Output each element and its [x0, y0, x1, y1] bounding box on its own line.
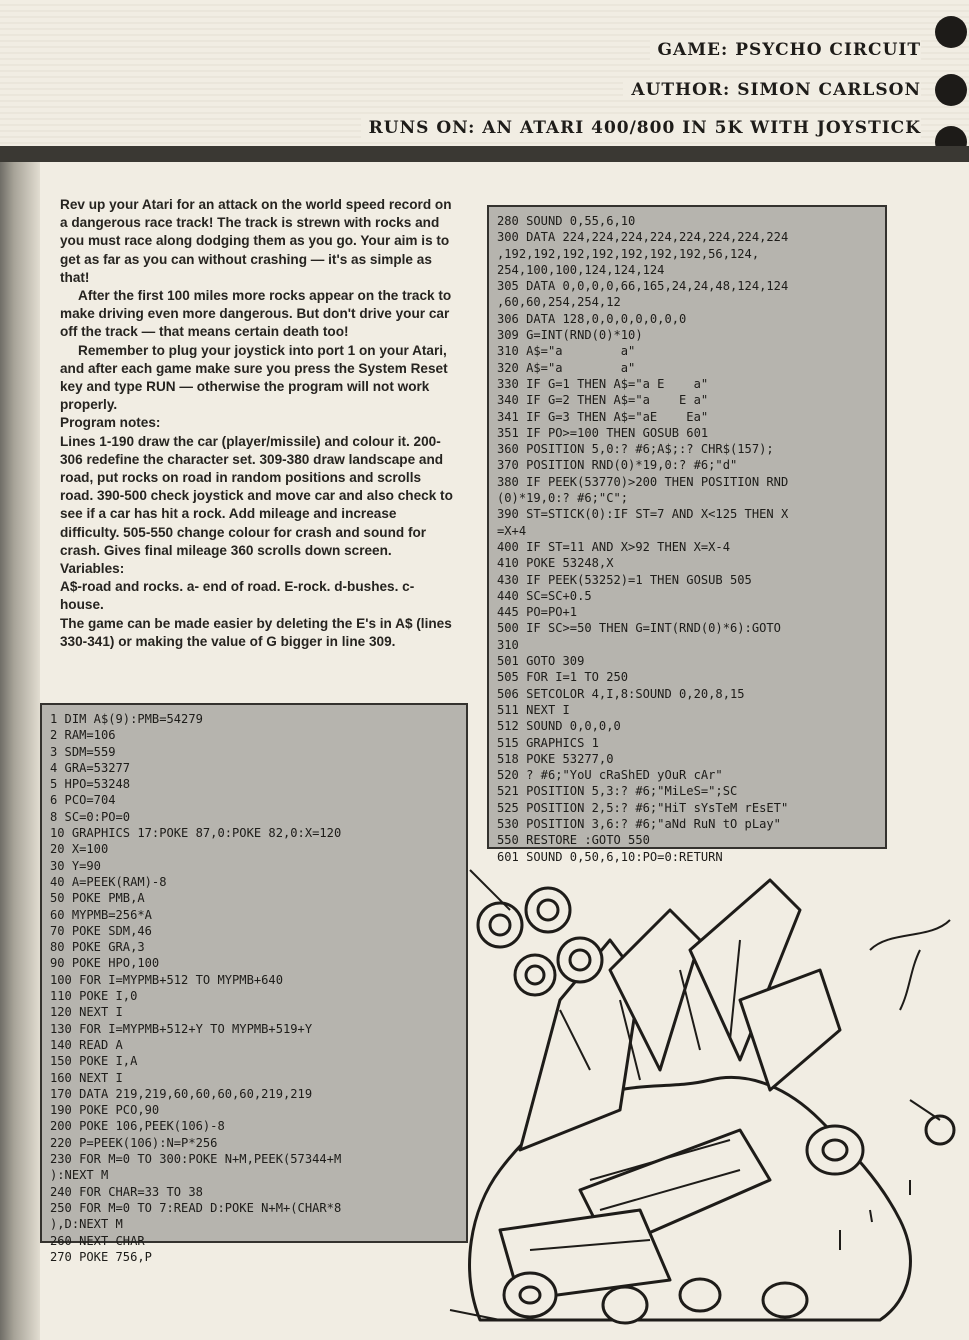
code-line: 512 SOUND 0,0,0,0	[497, 719, 621, 734]
header-area	[0, 0, 969, 156]
code-line: 400 IF ST=11 AND X>92 THEN X=X-4	[497, 539, 730, 554]
code-line: 300 DATA 224,224,224,224,224,224,224,224	[497, 230, 789, 245]
code-line: 390 ST=STICK(0):IF ST=7 AND X<125 THEN X	[497, 507, 789, 522]
code-line: 305 DATA 0,0,0,0,66,165,24,24,48,124,124	[497, 279, 789, 294]
code-line: 110 POKE I,0	[50, 989, 138, 1004]
code-line: 309 G=INT(RND(0)*10)	[497, 328, 643, 343]
code-line: 530 POSITION 3,6:? #6;"aNd RuN tO pLay"	[497, 816, 781, 831]
code-line: 306 DATA 128,0,0,0,0,0,0,0	[497, 311, 687, 326]
code-line: 270 POKE 756,P	[50, 1249, 152, 1264]
code-line: 330 IF G=1 THEN A$="a E a"	[497, 376, 709, 391]
code-line: 525 POSITION 2,5:? #6;"HiT sYsTeM rEsET"	[497, 800, 789, 815]
code-line: 6 PCO=704	[50, 793, 116, 808]
variables-text: A$-road and rocks. a- end of road. E-rock. d-bushes. c-house.	[60, 579, 415, 613]
code-line: 140 READ A	[50, 1037, 123, 1052]
easier-note: The game can be made easier by deleting the E's in A$ (lines 330-341) or making the value of G bigger in line 309.	[60, 615, 452, 649]
program-notes-heading: Program notes:	[60, 415, 161, 431]
code-line: 550 RESTORE :GOTO 550	[497, 833, 650, 848]
article-intro	[60, 196, 455, 651]
code-line: 220 P=PEEK(106):N=P*256	[50, 1135, 218, 1150]
code-line: 30 Y=90	[50, 858, 101, 873]
code-line: 515 GRAPHICS 1	[497, 735, 599, 750]
code-line: ):NEXT M	[50, 1168, 109, 1183]
code-line: 280 SOUND 0,55,6,10	[497, 214, 636, 228]
code-line: ),D:NEXT M	[50, 1217, 123, 1232]
page-edge-shadow	[0, 0, 40, 1340]
code-line: 506 SETCOLOR 4,I,8:SOUND 0,20,8,15	[497, 686, 745, 701]
code-line: ,60,60,254,254,12	[497, 295, 621, 310]
code-line: 521 POSITION 5,3:? #6;"MiLeS=";SC	[497, 784, 738, 799]
code-line: 505 FOR I=1 TO 250	[497, 670, 629, 685]
code-line: 260 NEXT CHAR	[50, 1233, 145, 1248]
code-line: 190 POKE PCO,90	[50, 1103, 160, 1118]
crashed-cars-illustration-icon	[440, 850, 969, 1340]
code-line: 340 IF G=2 THEN A$="a E a"	[497, 393, 709, 408]
code-line: 40 A=PEEK(RAM)-8	[50, 874, 167, 889]
code-line: 601 SOUND 0,50,6,10:PO=0:RETURN	[497, 849, 723, 864]
code-line: 20 X=100	[50, 842, 109, 857]
code-line: 80 POKE GRA,3	[50, 940, 145, 955]
code-line: 320 A$="a a"	[497, 360, 636, 375]
code-line: 380 IF PEEK(53770)>200 THEN POSITION RND	[497, 474, 789, 489]
code-line: 130 FOR I=MYPMB+512+Y TO MYPMB+519+Y	[50, 1021, 313, 1036]
code-line: 230 FOR M=0 TO 300:POKE N+M,PEEK(57344+M	[50, 1152, 342, 1167]
code-line: 410 POKE 53248,X	[497, 556, 614, 571]
code-line: 430 IF PEEK(53252)=1 THEN GOSUB 505	[497, 572, 752, 587]
author-line: AUTHOR: SIMON CARLSON	[623, 80, 921, 100]
code-line: 200 POKE 106,PEEK(106)-8	[50, 1119, 225, 1134]
code-line: 360 POSITION 5,0:? #6;A$;:? CHR$(157);	[497, 442, 774, 457]
code-line: 70 POKE SDM,46	[50, 923, 152, 938]
code-line: 351 IF PO>=100 THEN GOSUB 601	[497, 425, 709, 440]
variables-heading: Variables:	[60, 561, 125, 577]
code-listing-right	[487, 205, 887, 864]
code-line: 150 POKE I,A	[50, 1054, 138, 1069]
code-line: 3 SDM=559	[50, 744, 116, 759]
code-line: 170 DATA 219,219,60,60,60,60,219,219	[50, 1086, 313, 1101]
code-line: ,192,192,192,192,192,192,192,56,124,	[497, 246, 760, 261]
code-line: 341 IF G=3 THEN A$="aE Ea"	[497, 409, 709, 424]
code-line: 100 FOR I=MYPMB+512 TO MYPMB+640	[50, 972, 283, 987]
code-line: 518 POKE 53277,0	[497, 751, 614, 766]
code-listing-left	[40, 703, 468, 1264]
code-line: 511 NEXT I	[497, 702, 570, 717]
code-line: 310 A$="a a"	[497, 344, 636, 359]
code-line: 5 HPO=53248	[50, 777, 131, 792]
code-line: 500 IF SC>=50 THEN G=INT(RND(0)*6):GOTO	[497, 621, 781, 636]
code-line: 254,100,100,124,124,124	[497, 262, 665, 277]
code-line: 120 NEXT I	[50, 1005, 123, 1020]
code-line: 4 GRA=53277	[50, 760, 131, 775]
binder-hole-icon	[935, 74, 967, 106]
code-line: 250 FOR M=0 TO 7:READ D:POKE N+M+(CHAR*8	[50, 1200, 342, 1215]
code-line: 10 GRAPHICS 17:POKE 87,0:POKE 82,0:X=120	[50, 826, 342, 841]
intro-paragraph-2: After the first 100 miles more rocks appear on the track to make driving even more dangerous. But don't drive your car off the track — that means certain death too!	[60, 288, 452, 340]
code-line: 520 ? #6;"YoU cRaShED yOuR cAr"	[497, 768, 723, 783]
code-line: 501 GOTO 309	[497, 654, 585, 669]
code-line: 60 MYPMB=256*A	[50, 907, 152, 922]
code-line: (0)*19,0:? #6;"C";	[497, 491, 629, 506]
code-line: 440 SC=SC+0.5	[497, 588, 592, 603]
code-line: 50 POKE PMB,A	[50, 891, 145, 906]
code-line: 370 POSITION RND(0)*19,0:? #6;"d"	[497, 458, 738, 473]
code-line: 90 POKE HPO,100	[50, 956, 160, 971]
code-line: 160 NEXT I	[50, 1070, 123, 1085]
code-line: 1 DIM A$(9):PMB=54279	[50, 712, 203, 726]
intro-paragraph-1: Rev up your Atari for an attack on the world speed record on a dangerous race track! The track is strewn with rocks and you must race along dodging them as you go. Your aim is to get as far as you can without crashing — it's as simple as that!	[60, 197, 452, 285]
code-line: =X+4	[497, 523, 527, 538]
code-line: 445 PO=PO+1	[497, 605, 578, 620]
code-line: 2 RAM=106	[50, 728, 116, 743]
header-divider	[0, 146, 969, 162]
code-line: 310	[497, 637, 519, 652]
code-line: 8 SC=0:PO=0	[50, 809, 131, 824]
program-notes: Lines 1-190 draw the car (player/missile) and colour it. 200-306 redefine the character set. 309-380 draw landscape and road, put rocks on road in random positions and scrolls road. 390-500 check joystick and move car and also check to see if a car has hit a rock. Add mileage and increase difficulty. 505-550 change colour for crash and sound for crash. Gives final mileage 360 scrolls down screen.	[60, 433, 453, 558]
runs-on-line: RUNS ON: AN ATARI 400/800 IN 5K WITH JOYSTICK	[361, 118, 921, 138]
game-title: GAME: PSYCHO CIRCUIT	[650, 40, 921, 60]
code-line: 240 FOR CHAR=33 TO 38	[50, 1184, 203, 1199]
binder-hole-icon	[935, 16, 967, 48]
intro-paragraph-3: Remember to plug your joystick into port 1 on your Atari, and after each game make sure you press the System Reset key and type RUN — otherwise the program will not work properly.	[60, 342, 448, 413]
